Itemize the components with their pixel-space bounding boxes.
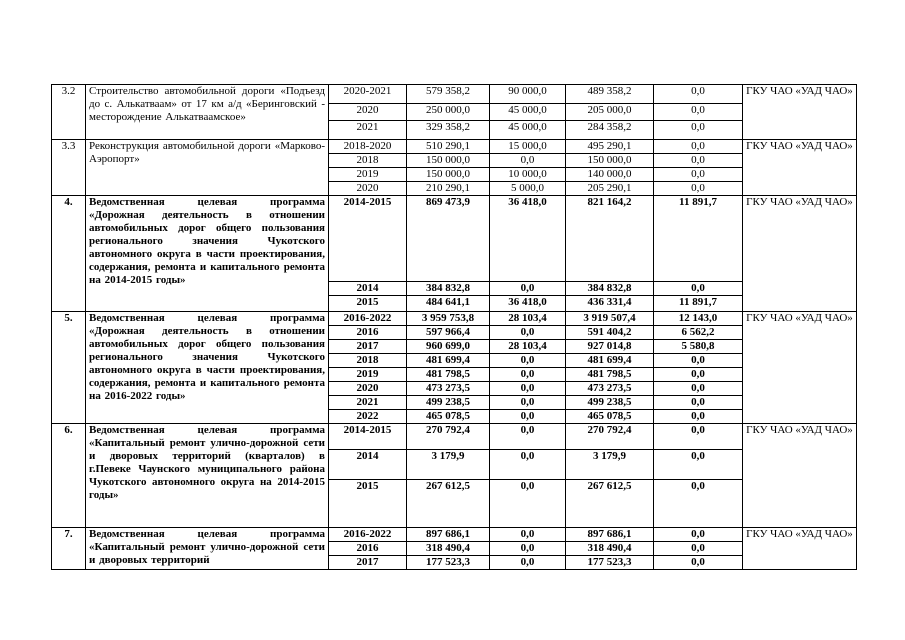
regional-budget-cell: 927 014,8 (566, 340, 654, 354)
period-cell: 2018 (329, 354, 407, 368)
total-cell: 597 966,4 (407, 326, 490, 340)
other-sources-cell: 0,0 (654, 85, 743, 104)
period-cell: 2019 (329, 368, 407, 382)
total-cell: 250 000,0 (407, 104, 490, 121)
regional-budget-cell: 436 331,4 (566, 296, 654, 312)
regional-budget-cell: 150 000,0 (566, 154, 654, 168)
federal-budget-cell: 0,0 (490, 326, 566, 340)
regional-budget-cell: 177 523,3 (566, 556, 654, 570)
responsible-organization: ГКУ ЧАО «УАД ЧАО» (743, 85, 857, 140)
regional-budget-cell: 3 179,9 (566, 450, 654, 480)
other-sources-cell: 0,0 (654, 168, 743, 182)
other-sources-cell: 0,0 (654, 121, 743, 140)
responsible-organization: ГКУ ЧАО «УАД ЧАО» (743, 528, 857, 570)
federal-budget-cell: 10 000,0 (490, 168, 566, 182)
period-cell: 2016-2022 (329, 528, 407, 542)
other-sources-cell: 0,0 (654, 140, 743, 154)
total-cell: 150 000,0 (407, 168, 490, 182)
table-row (52, 528, 857, 542)
total-cell: 177 523,3 (407, 556, 490, 570)
total-cell: 210 290,1 (407, 182, 490, 196)
regional-budget-cell: 205 000,0 (566, 104, 654, 121)
federal-budget-cell: 0,0 (490, 450, 566, 480)
regional-budget-cell: 205 290,1 (566, 182, 654, 196)
total-cell: 267 612,5 (407, 480, 490, 528)
other-sources-cell: 0,0 (654, 104, 743, 121)
regional-budget-cell: 3 919 507,4 (566, 312, 654, 326)
federal-budget-cell: 0,0 (490, 354, 566, 368)
item-description: Ведомственная целевая программа «Дорожная деятельность в отношении автомобильных дорог общего пользования регионального значения Чукотского автономного округа в части проектирования, содержания, ремонта и капитального ремонта на 2016-2022 годы» (86, 312, 329, 424)
item-description: Ведомственная целевая программа «Капитальный ремонт улично-дорожной сети и дворовых территорий (кварталов) в г.Певеке Чаунского муниципального района Чукотского автономного округа на 2014-2015 годы» (86, 424, 329, 528)
item-number: 6. (52, 424, 86, 528)
other-sources-cell: 0,0 (654, 410, 743, 424)
federal-budget-cell: 0,0 (490, 480, 566, 528)
total-cell: 481 798,5 (407, 368, 490, 382)
total-cell: 473 273,5 (407, 382, 490, 396)
total-cell: 510 290,1 (407, 140, 490, 154)
total-cell: 960 699,0 (407, 340, 490, 354)
other-sources-cell: 0,0 (654, 556, 743, 570)
federal-budget-cell: 0,0 (490, 410, 566, 424)
other-sources-cell: 11 891,7 (654, 296, 743, 312)
period-cell: 2016-2022 (329, 312, 407, 326)
regional-budget-cell: 499 238,5 (566, 396, 654, 410)
period-cell: 2017 (329, 556, 407, 570)
federal-budget-cell: 0,0 (490, 154, 566, 168)
other-sources-cell: 0,0 (654, 480, 743, 528)
period-cell: 2016 (329, 326, 407, 340)
table-row (52, 312, 857, 326)
total-cell: 465 078,5 (407, 410, 490, 424)
period-cell: 2018 (329, 154, 407, 168)
total-cell: 897 686,1 (407, 528, 490, 542)
item-number: 7. (52, 528, 86, 570)
federal-budget-cell: 0,0 (490, 556, 566, 570)
other-sources-cell: 0,0 (654, 542, 743, 556)
item-description: Реконструкция автомобильной дороги «Марково-Аэропорт» (86, 140, 329, 196)
period-cell: 2022 (329, 410, 407, 424)
table-row (52, 424, 857, 450)
federal-budget-cell: 45 000,0 (490, 121, 566, 140)
regional-budget-cell: 473 273,5 (566, 382, 654, 396)
period-cell: 2014-2015 (329, 196, 407, 282)
period-cell: 2020 (329, 182, 407, 196)
total-cell: 869 473,9 (407, 196, 490, 282)
regional-budget-cell: 591 404,2 (566, 326, 654, 340)
period-cell: 2014-2015 (329, 424, 407, 450)
regional-budget-cell: 140 000,0 (566, 168, 654, 182)
total-cell: 150 000,0 (407, 154, 490, 168)
federal-budget-cell: 45 000,0 (490, 104, 566, 121)
total-cell: 499 238,5 (407, 396, 490, 410)
total-cell: 579 358,2 (407, 85, 490, 104)
period-cell: 2020 (329, 104, 407, 121)
federal-budget-cell: 36 418,0 (490, 296, 566, 312)
federal-budget-cell: 15 000,0 (490, 140, 566, 154)
regional-budget-cell: 481 798,5 (566, 368, 654, 382)
federal-budget-cell: 28 103,4 (490, 340, 566, 354)
period-cell: 2017 (329, 340, 407, 354)
other-sources-cell: 0,0 (654, 528, 743, 542)
total-cell: 270 792,4 (407, 424, 490, 450)
regional-budget-cell: 267 612,5 (566, 480, 654, 528)
other-sources-cell: 0,0 (654, 354, 743, 368)
other-sources-cell: 11 891,7 (654, 196, 743, 282)
period-cell: 2016 (329, 542, 407, 556)
total-cell: 384 832,8 (407, 282, 490, 296)
regional-budget-cell: 897 686,1 (566, 528, 654, 542)
item-number: 4. (52, 196, 86, 312)
total-cell: 481 699,4 (407, 354, 490, 368)
responsible-organization: ГКУ ЧАО «УАД ЧАО» (743, 140, 857, 196)
item-number: 3.2 (52, 85, 86, 140)
federal-budget-cell: 36 418,0 (490, 196, 566, 282)
period-cell: 2021 (329, 121, 407, 140)
table-row (52, 140, 857, 154)
responsible-organization: ГКУ ЧАО «УАД ЧАО» (743, 196, 857, 312)
period-cell: 2020-2021 (329, 85, 407, 104)
table-row (52, 196, 857, 282)
regional-budget-cell: 481 699,4 (566, 354, 654, 368)
item-description: Строительство автомобильной дороги «Подъезд до с. Алькатваам» от 17 км а/д «Беринговский - месторождение Алькатваамское» (86, 85, 329, 140)
responsible-organization: ГКУ ЧАО «УАД ЧАО» (743, 312, 857, 424)
other-sources-cell: 0,0 (654, 182, 743, 196)
federal-budget-cell: 0,0 (490, 528, 566, 542)
period-cell: 2015 (329, 296, 407, 312)
federal-budget-cell: 90 000,0 (490, 85, 566, 104)
other-sources-cell: 0,0 (654, 282, 743, 296)
period-cell: 2021 (329, 396, 407, 410)
regional-budget-cell: 284 358,2 (566, 121, 654, 140)
federal-budget-cell: 0,0 (490, 424, 566, 450)
federal-budget-cell: 0,0 (490, 282, 566, 296)
period-cell: 2020 (329, 382, 407, 396)
federal-budget-cell: 0,0 (490, 542, 566, 556)
other-sources-cell: 12 143,0 (654, 312, 743, 326)
other-sources-cell: 0,0 (654, 424, 743, 450)
other-sources-cell: 0,0 (654, 382, 743, 396)
item-description: Ведомственная целевая программа «Капитальный ремонт улично-дорожной сети и дворовых территорий (86, 528, 329, 570)
period-cell: 2014 (329, 450, 407, 480)
table-body (52, 85, 857, 570)
regional-budget-cell: 489 358,2 (566, 85, 654, 104)
regional-budget-cell: 318 490,4 (566, 542, 654, 556)
federal-budget-cell: 28 103,4 (490, 312, 566, 326)
regional-budget-cell: 495 290,1 (566, 140, 654, 154)
regional-budget-cell: 821 164,2 (566, 196, 654, 282)
federal-budget-cell: 5 000,0 (490, 182, 566, 196)
budget-table (51, 84, 857, 570)
table-row (52, 85, 857, 104)
period-cell: 2014 (329, 282, 407, 296)
period-cell: 2019 (329, 168, 407, 182)
other-sources-cell: 5 580,8 (654, 340, 743, 354)
total-cell: 3 179,9 (407, 450, 490, 480)
item-number: 3.3 (52, 140, 86, 196)
item-number: 5. (52, 312, 86, 424)
federal-budget-cell: 0,0 (490, 396, 566, 410)
regional-budget-cell: 384 832,8 (566, 282, 654, 296)
total-cell: 329 358,2 (407, 121, 490, 140)
other-sources-cell: 0,0 (654, 396, 743, 410)
regional-budget-cell: 465 078,5 (566, 410, 654, 424)
federal-budget-cell: 0,0 (490, 382, 566, 396)
other-sources-cell: 6 562,2 (654, 326, 743, 340)
total-cell: 3 959 753,8 (407, 312, 490, 326)
period-cell: 2015 (329, 480, 407, 528)
regional-budget-cell: 270 792,4 (566, 424, 654, 450)
period-cell: 2018-2020 (329, 140, 407, 154)
other-sources-cell: 0,0 (654, 368, 743, 382)
total-cell: 484 641,1 (407, 296, 490, 312)
responsible-organization: ГКУ ЧАО «УАД ЧАО» (743, 424, 857, 528)
other-sources-cell: 0,0 (654, 154, 743, 168)
total-cell: 318 490,4 (407, 542, 490, 556)
item-description: Ведомственная целевая программа «Дорожная деятельность в отношении автомобильных дорог общего пользования регионального значения Чукотского автономного округа в части проектирования, содержания, ремонта и капитального ремонта на 2014-2015 годы» (86, 196, 329, 312)
federal-budget-cell: 0,0 (490, 368, 566, 382)
other-sources-cell: 0,0 (654, 450, 743, 480)
